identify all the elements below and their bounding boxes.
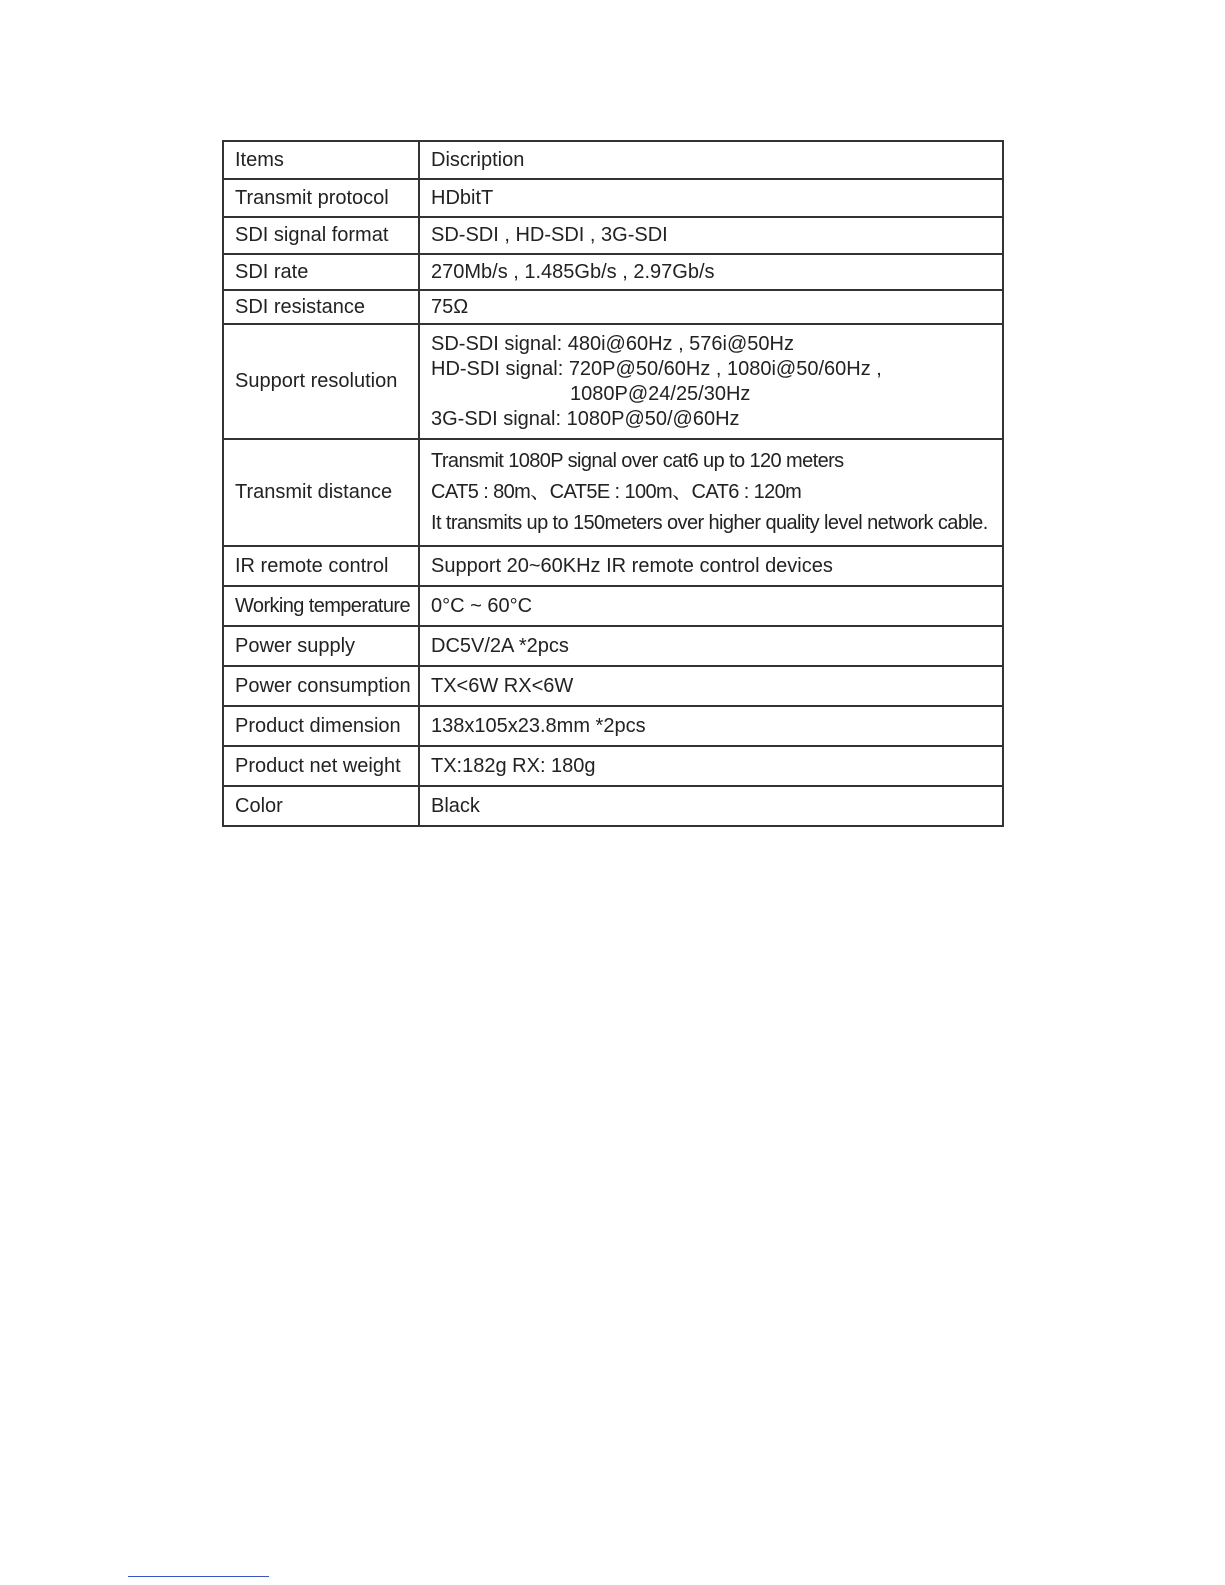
- table-row: [223, 439, 1003, 546]
- table-row: [223, 546, 1003, 586]
- items-header: Items: [223, 141, 419, 179]
- item-cell: Support resolution: [223, 324, 419, 439]
- table-row: [223, 324, 1003, 439]
- description-cell: [419, 324, 1003, 439]
- item-cell: SDI signal format: [223, 217, 419, 254]
- table-row: [223, 666, 1003, 706]
- description-cell: TX:182g RX: 180g: [419, 746, 1003, 786]
- resolution-line: SD-SDI signal: 480i@60Hz , 576i@50Hz: [431, 332, 794, 355]
- table-row: [223, 290, 1003, 324]
- item-cell: Working temperature: [223, 586, 419, 626]
- item-cell: Product net weight: [223, 746, 419, 786]
- description-cell: 0°C ~ 60°C: [419, 586, 1003, 626]
- description-cell: Black: [419, 786, 1003, 826]
- item-cell: Transmit protocol: [223, 179, 419, 217]
- description-header: Discription: [419, 141, 1003, 179]
- item-cell: Transmit distance: [223, 439, 419, 546]
- item-cell: SDI resistance: [223, 290, 419, 324]
- table-row: [223, 786, 1003, 826]
- distance-line: It transmits up to 150meters over higher quality level network cable.: [431, 512, 988, 534]
- description-cell: 138x105x23.8mm *2pcs: [419, 706, 1003, 746]
- item-cell: Color: [223, 786, 419, 826]
- item-cell: SDI rate: [223, 254, 419, 290]
- description-cell: SD-SDI , HD-SDI , 3G-SDI: [419, 217, 1003, 254]
- description-cell: 270Mb/s , 1.485Gb/s , 2.97Gb/s: [419, 254, 1003, 290]
- item-cell: Power consumption: [223, 666, 419, 706]
- spec-table: [222, 140, 1004, 827]
- table-row: [223, 179, 1003, 217]
- resolution-line: HD-SDI signal: 720P@50/60Hz , 1080i@50/60Hz ,: [431, 357, 882, 380]
- table-row: [223, 706, 1003, 746]
- table-header-row: [223, 141, 1003, 179]
- description-cell: 75Ω: [419, 290, 1003, 324]
- distance-line: Transmit 1080P signal over cat6 up to 120 meters: [431, 450, 844, 472]
- item-cell: Product dimension: [223, 706, 419, 746]
- footer-rule: [128, 1576, 269, 1577]
- description-cell: Support 20~60KHz IR remote control devices: [419, 546, 1003, 586]
- table-row: [223, 217, 1003, 254]
- distance-line: CAT5 : 80m、CAT5E : 100m、CAT6 : 120m: [431, 481, 802, 503]
- resolution-line: 1080P@24/25/30Hz: [570, 382, 751, 405]
- item-cell: IR remote control: [223, 546, 419, 586]
- table-row: [223, 746, 1003, 786]
- table-row: [223, 586, 1003, 626]
- description-cell: HDbitT: [419, 179, 1003, 217]
- table-row: [223, 626, 1003, 666]
- description-cell: [419, 439, 1003, 546]
- description-cell: TX<6W RX<6W: [419, 666, 1003, 706]
- resolution-line: 3G-SDI signal: 1080P@50/@60Hz: [431, 407, 740, 430]
- item-cell: Power supply: [223, 626, 419, 666]
- table-row: [223, 254, 1003, 290]
- description-cell: DC5V/2A *2pcs: [419, 626, 1003, 666]
